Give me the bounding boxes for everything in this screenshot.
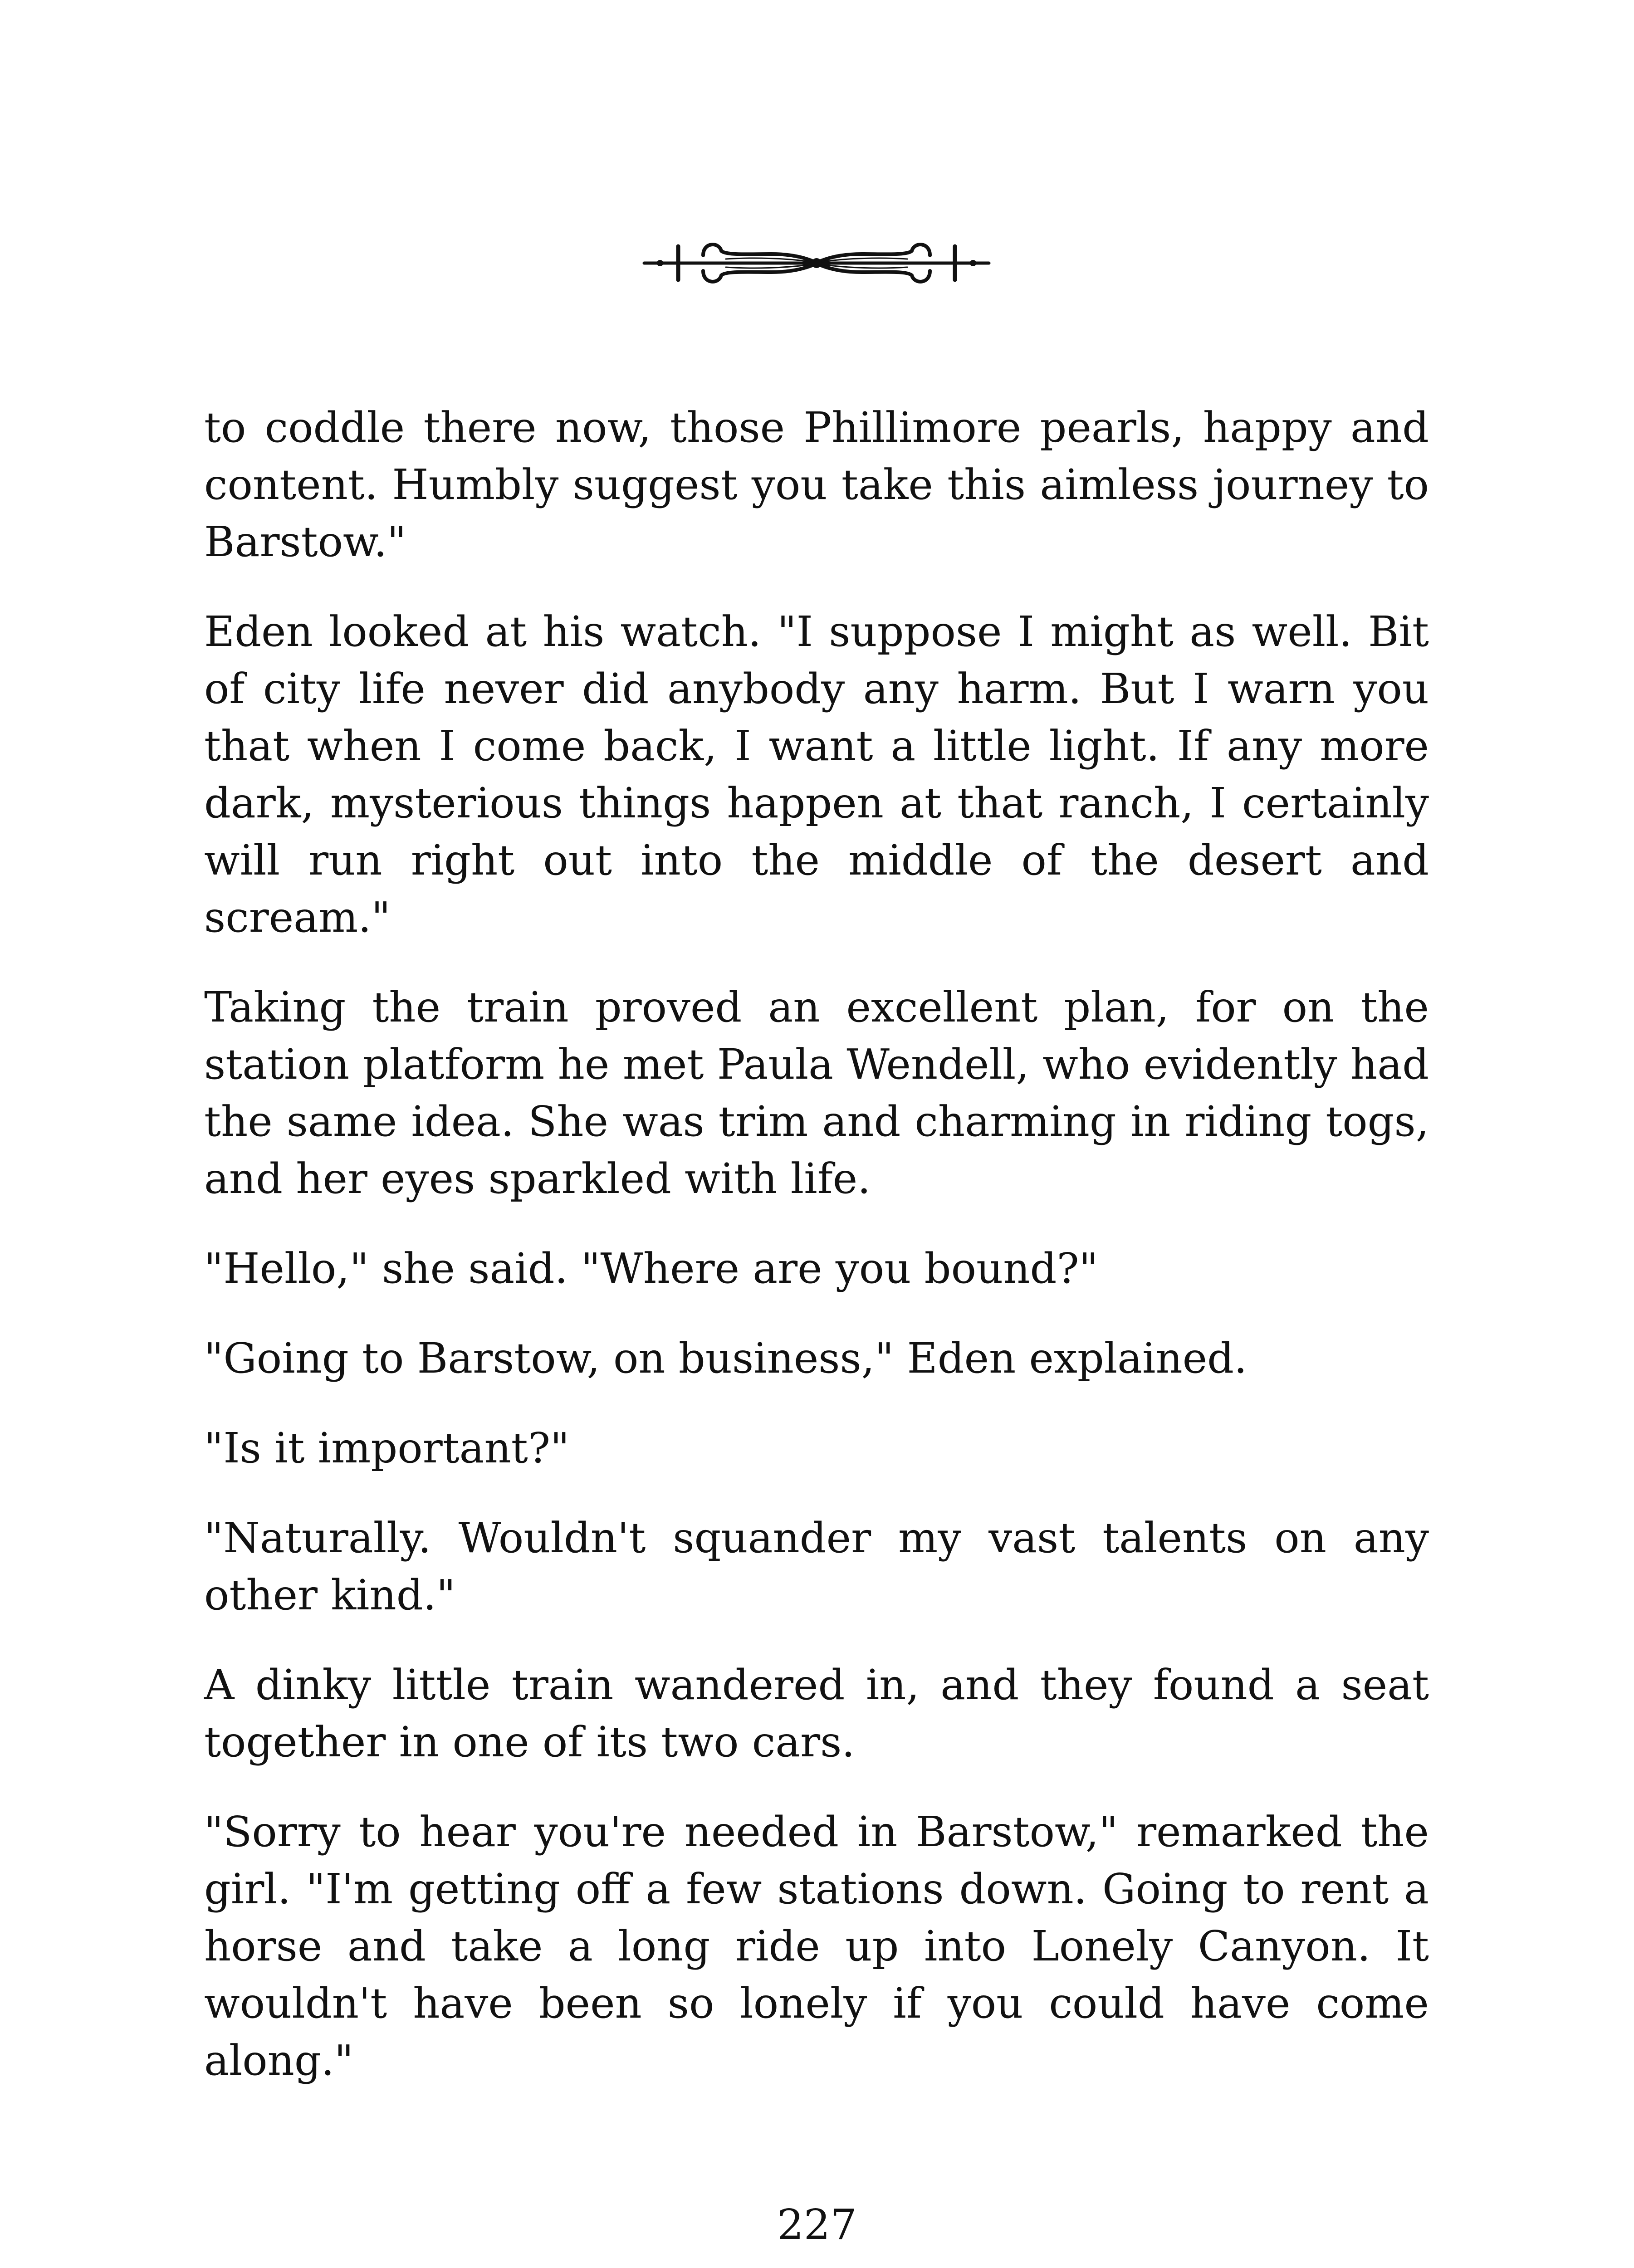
paragraph: "Going to Barstow, on business," Eden explained. — [204, 1334, 1248, 1383]
body-text — [204, 399, 1429, 2122]
paragraph: to coddle there now, those Phillimore pearls, happy and content. Humbly suggest you take this aimless journey to Barstow." — [204, 403, 1429, 566]
paragraph: "Sorry to hear you're needed in Barstow," remarked the girl. "I'm getting off a few stations down. Going to rent a horse and take a long ride up into Lonely Canyon. It wouldn't have been so lonely if you could have come along." — [204, 1808, 1429, 2085]
paragraph: Eden looked at his watch. "I suppose I might as well. Bit of city life never did anybody any harm. But I warn you that when I come back, I want a little light. If any more dark, mysterious things happen at that ranch, I certainly will run right out into the middle of the desert and scream." — [204, 607, 1429, 942]
paragraph: "Naturally. Wouldn't squander my vast talents on any other kind." — [204, 1514, 1429, 1619]
paragraph: A dinky little train wandered in, and they found a seat together in one of its two cars. — [204, 1661, 1429, 1766]
scroll-flourish-icon — [635, 229, 998, 297]
paragraph: Taking the train proved an excellent plan, for on the station platform he met Paula Wendell, who evidently had the same idea. She was trim and charming in riding togs, and her eyes sparkled with life. — [204, 983, 1429, 1203]
paragraph: "Hello," she said. "Where are you bound?" — [204, 1244, 1098, 1293]
page-number: 227 — [777, 2200, 857, 2249]
paragraph: "Is it important?" — [204, 1424, 570, 1472]
